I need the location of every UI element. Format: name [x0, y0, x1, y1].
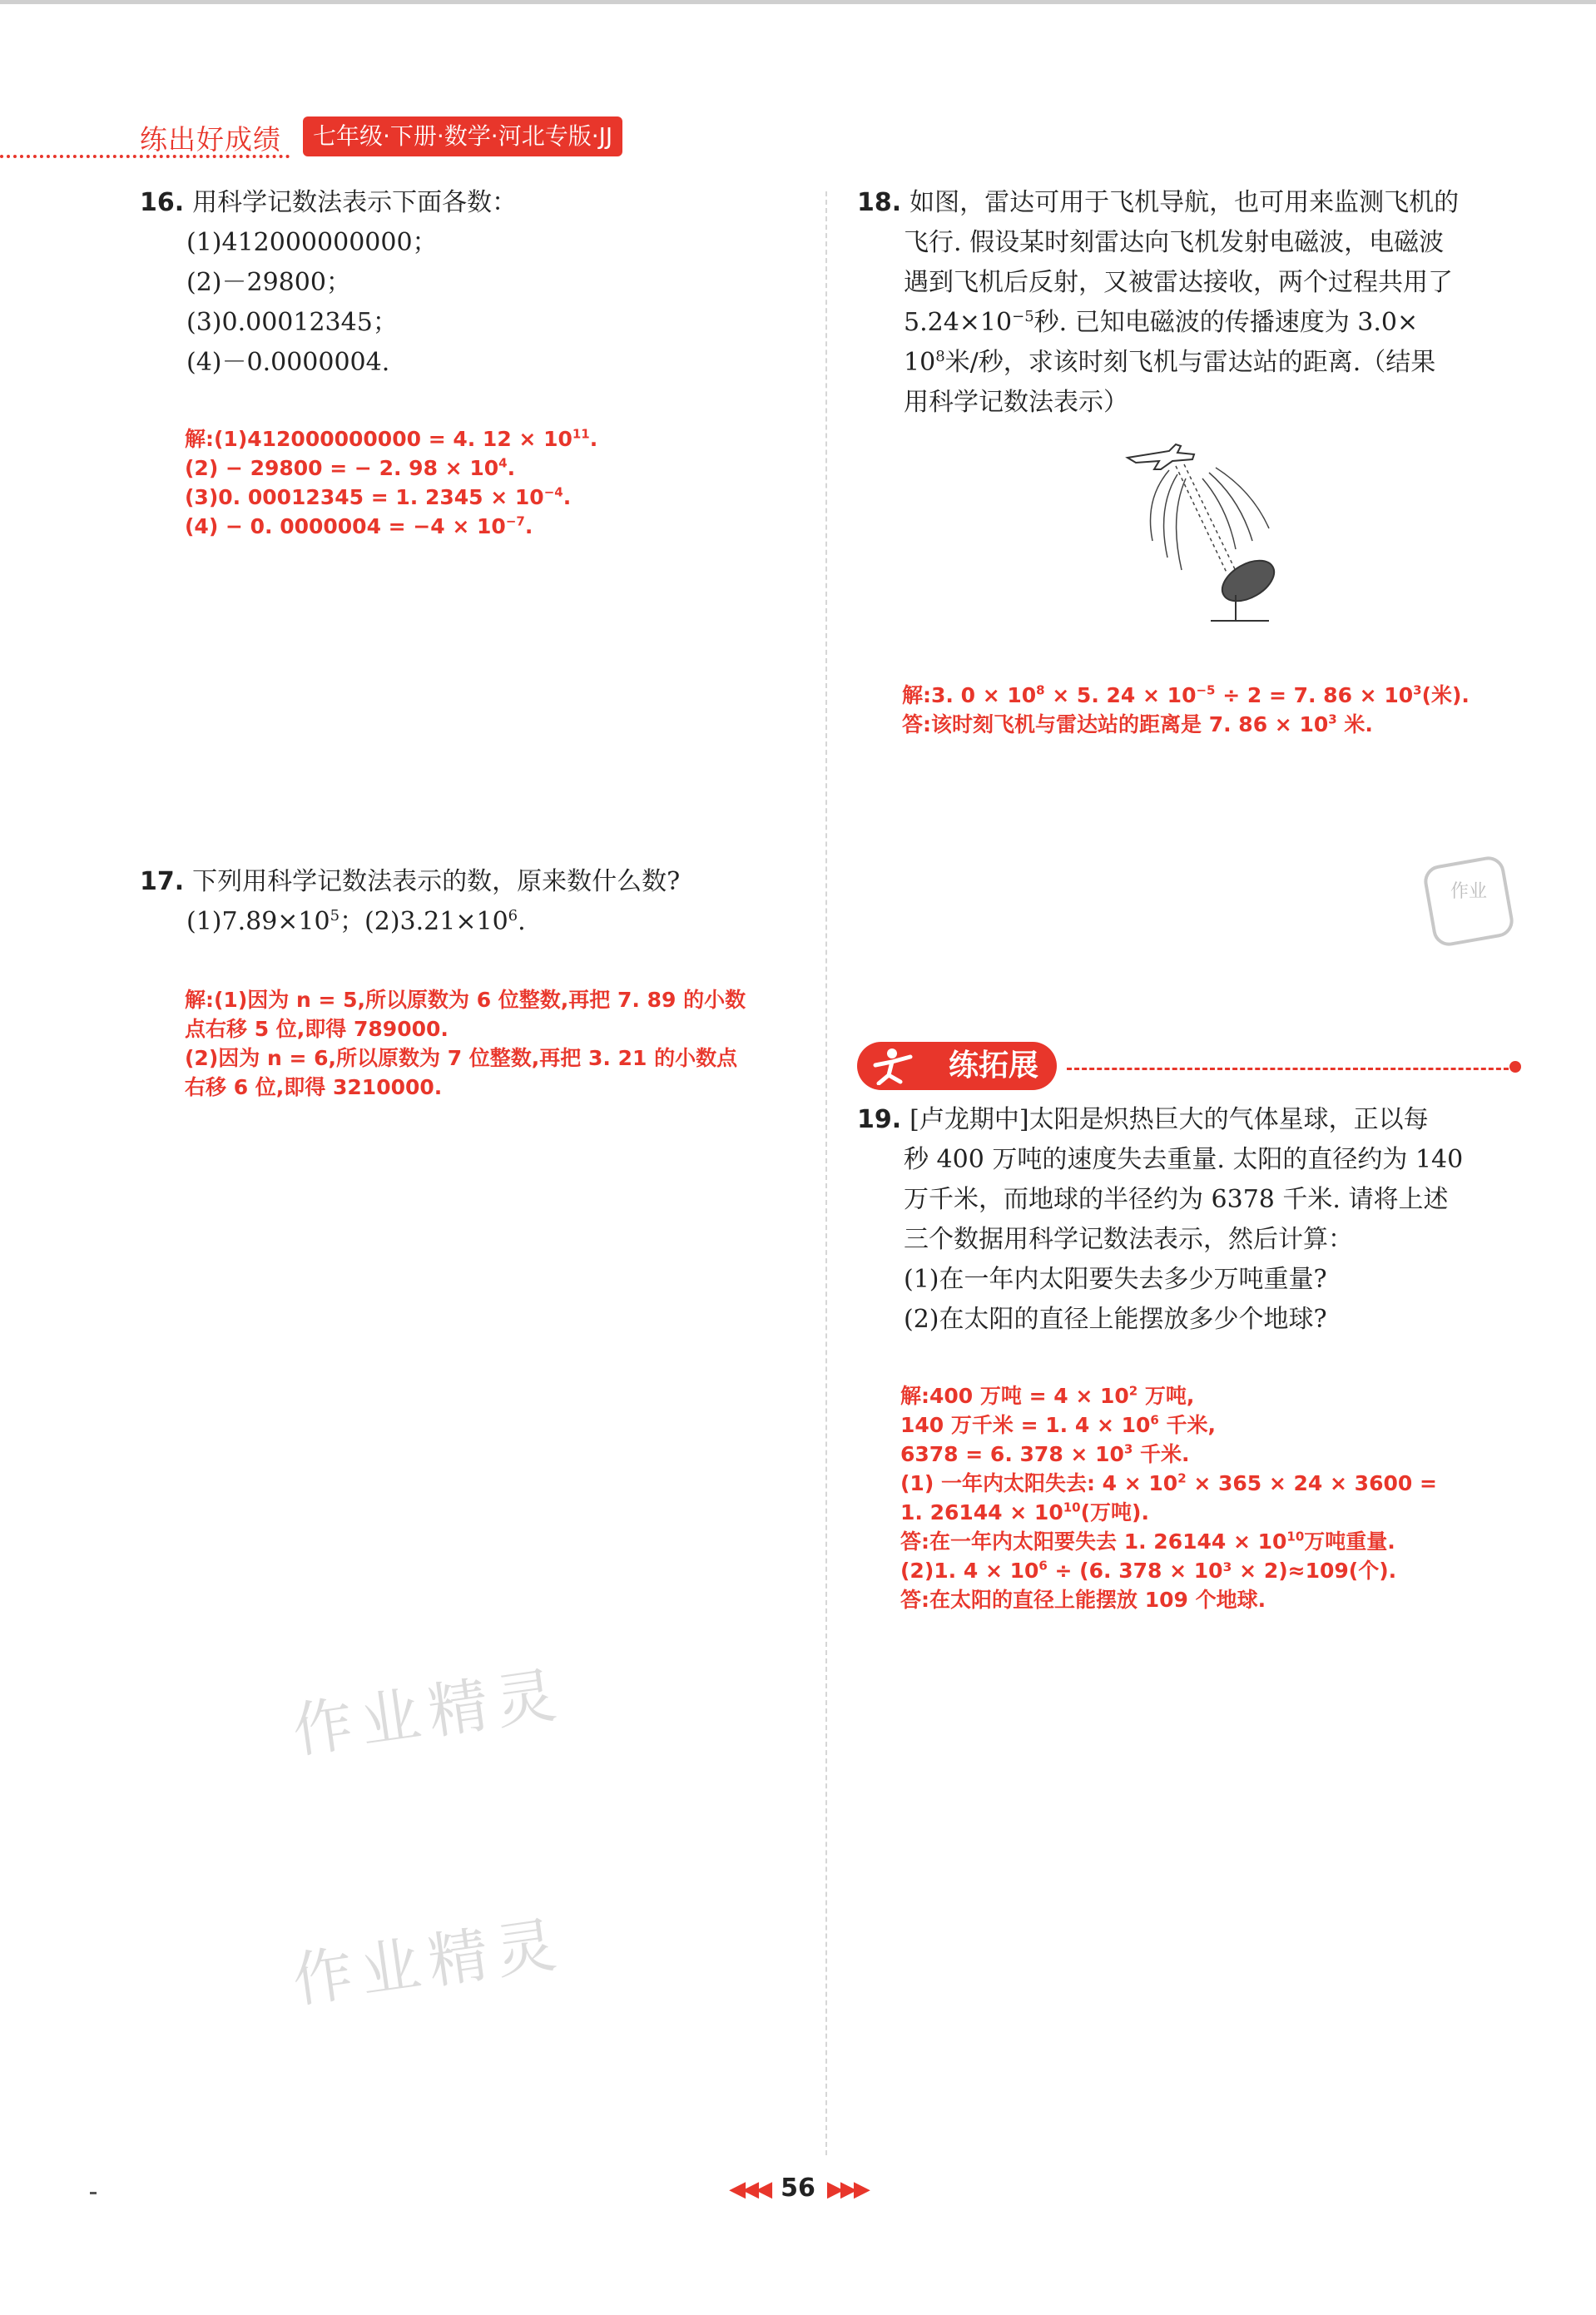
watermark: 作业精灵 — [288, 1908, 569, 2016]
solution-line: (4) − 0. $0000004 = -4 \times 10^{-7}$. — [185, 513, 533, 538]
question-item: (2)－29800； — [186, 268, 351, 297]
question-item: (1)412000000000； — [186, 228, 438, 257]
question-number: 16. — [140, 188, 185, 217]
question-19: 19. [卢龙期中]太阳是炽热巨大的气体星球，正以每 秒 400 万吨的速度失去重量. 太阳的直径约为 140 万千米，而地球的半径约为 6378 千米. 请将上述 三个数据用科学记数法表示，然后计算： (1)在一年内太阳要失去多少万吨重量? (2)在太阳的直径上能摆放多少个地球? — [857, 1105, 1464, 1334]
next-arrows-icon: ▶▶▶ — [826, 2177, 867, 2202]
question-item: (4)－0.0000004. — [186, 348, 390, 377]
question-prompt: 用科学记数法表示下面各数： — [192, 188, 518, 217]
radar-airplane-illustration — [1111, 433, 1319, 632]
solution-16 — [185, 424, 597, 541]
header-dotted-rule — [0, 155, 290, 158]
solution-line: 解:(1)412000000000 = 4. $12 \times 10^{11}$. — [185, 426, 598, 451]
question-prompt: 下列用科学记数法表示的数，原来数什么数? — [192, 867, 681, 896]
solution-line: (1) 一年内太阳失去: $4 \times 10^2 \times 365 \times 24 \times 3600$ = — [900, 1470, 1437, 1495]
solution-line: 140 万千米 = 1. $4 \times 10^6$ 千米, — [900, 1412, 1217, 1437]
solution-line: 解:400 万吨 = $4 \times 10^2$ 万吨, — [900, 1383, 1195, 1408]
book-tag: 七年级·下册·数学·河北专版·JJ — [303, 116, 622, 156]
question-16 — [140, 183, 517, 383]
brand-title: 练出好成绩 — [140, 123, 281, 156]
solution-line: 右移 6 位,即得 3210000. — [185, 1075, 443, 1099]
section-dashed-rule — [1067, 1068, 1516, 1070]
question-number: 19. — [857, 1105, 902, 1134]
solution-line: (2)1. $4 \times 10^6 \div (6$. 378 × 10³ × 2)≈109(个). — [900, 1558, 1397, 1583]
solution-line: 点右移 5 位,即得 789000. — [185, 1017, 449, 1041]
solution-line: 答:在一年内太阳要失去 1. $26144 \times 10^{10}$万吨重量. — [900, 1529, 1395, 1554]
prev-arrows-icon: ◀◀◀ — [729, 2177, 770, 2202]
question-18: 18. 如图，雷达可用于飞机导航，也可用来监测飞机的 飞行. 假设某时刻雷达向飞机发射电磁波，电磁波 遇到飞机后反射，又被雷达接收，两个过程共用了 $5.24\times 10^{-5}$秒. 已知电磁波的传播速度为 3.0× $10^8$米/秒，求该时刻飞机与雷达站的距离.（结果 用科学记数法表示） — [857, 188, 1460, 417]
solution-line: 答:该时刻飞机与雷达站的距离是 7. $86 \times 10^3$ 米. — [902, 711, 1373, 736]
page-number: 56 — [781, 2174, 815, 2203]
solution-line: 1. $26144 \times 10^{10}$(万吨). — [900, 1500, 1149, 1524]
homework-stamp-icon — [1423, 855, 1514, 947]
corner-mark — [90, 2192, 97, 2194]
solution-18 — [902, 681, 1470, 739]
page-footer — [0, 2174, 1596, 2203]
svg-text:作业: 作业 — [1450, 881, 1488, 902]
section-rule-dot — [1509, 1061, 1521, 1073]
question-item: $(1)7.89\times 10^5$；$(2)3.21\times 10^6$. — [186, 907, 526, 936]
solution-line: (3)0. 00012345 = 1. $2345 \times 10^{-4}$. — [185, 484, 572, 509]
question-number: 18. — [857, 188, 902, 217]
top-border — [0, 0, 1596, 4]
question-number: 17. — [140, 867, 185, 896]
section-header-extension: 练拓展 — [857, 1042, 1057, 1090]
solution-line: (2)因为 n = 6,所以原数为 7 位整数,再把 3. 21 的小数点 — [185, 1046, 738, 1070]
solution-line: 解:(1)因为 n = 5,所以原数为 6 位整数,再把 7. 89 的小数 — [185, 988, 746, 1012]
solution-line: 答:在太阳的直径上能摆放 109 个地球. — [900, 1588, 1266, 1612]
solution-line: (2) − 29800 = − 2. $98 \times 10^4$. — [185, 455, 516, 480]
solution-line: 解:3. $0 \times 10^8 \times 5$. $24 \times 10^{-5} \div 2 = 7$. $86 \times 10^3$(米). — [902, 682, 1470, 707]
question-17 — [140, 862, 680, 942]
question-item: (3)0.00012345； — [186, 308, 398, 337]
solution-19 — [900, 1381, 1437, 1614]
kick-figure-icon — [867, 1047, 917, 1085]
column-divider — [825, 191, 827, 2155]
solution-17 — [185, 985, 746, 1102]
watermark: 作业精灵 — [288, 1658, 569, 1767]
solution-line: 6378 = 6. $378 \times 10^3$ 千米. — [900, 1441, 1190, 1466]
